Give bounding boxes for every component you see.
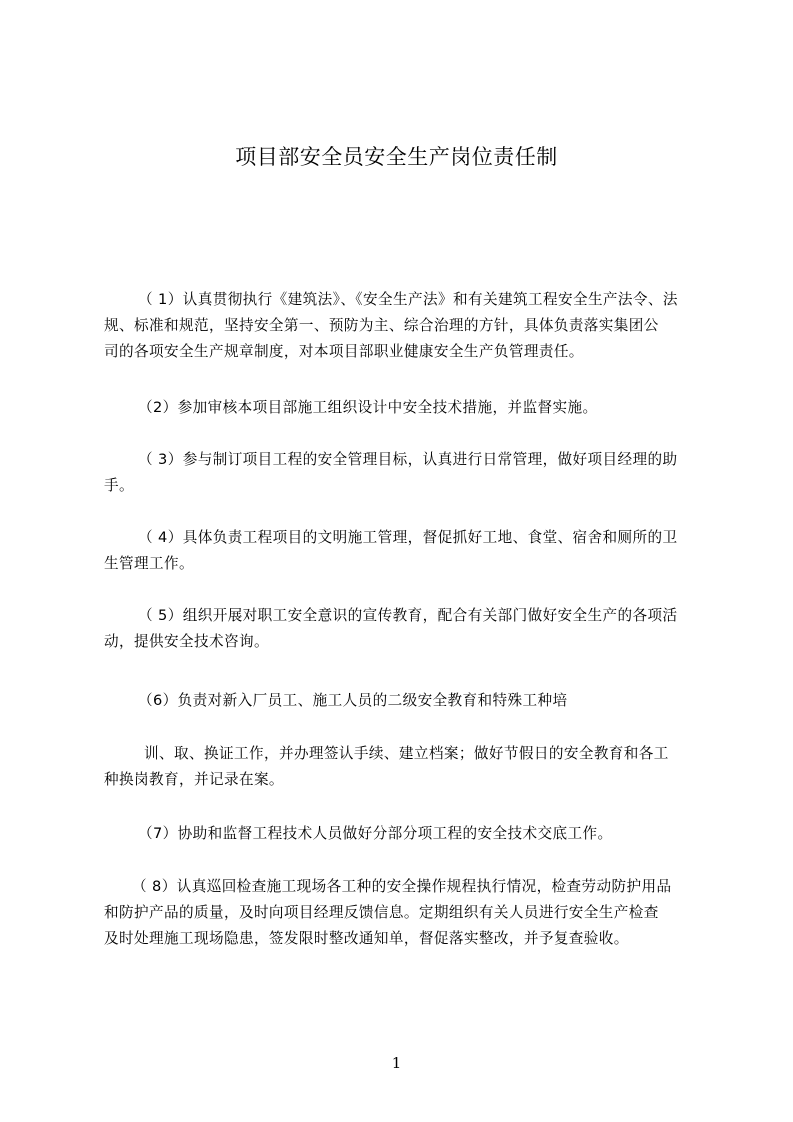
paragraph-6 [104,688,716,714]
paragraph-9 [104,874,716,952]
paragraph-2 [104,395,716,421]
paragraph-line: 规、标准和规范，坚持安全第一、预防为主、综合治理的方针，具体负责落实集团公 [104,317,659,334]
paragraph-line: 司的各项安全生产规章制度，对本项目部职业健康安全生产负管理责任。 [104,343,584,360]
paragraph-line: 动，提供安全技术咨询。 [104,633,269,650]
paragraph-line: 训、取、换证工作，并办理签认手续、建立档案；做好节假日的安全教育和各工 [144,745,669,762]
paragraph-line: （6）负责对新入厂员工、施工人员的二级安全教育和特殊工种培 [138,692,568,709]
paragraph-line: （ 4）具体负责工程项目的文明施工管理，督促抓好工地、食堂、宿舍和厕所的卫 [138,529,678,546]
paragraph-line: 和防护产品的质量，及时向项目经理反馈信息。定期组织有关人员进行安全生产检查 [104,904,659,921]
paragraph-line: 及时处理施工现场隐患，签发限时整改通知单，督促落实整改，并予复查验收。 [104,930,629,947]
paragraph-line: （7）协助和监督工程技术人员做好分部分项工程的安全技术交底工作。 [138,825,613,842]
document-title: 项目部安全员安全生产岗位责任制 [235,145,558,169]
paragraph-5 [104,603,716,655]
paragraph-4 [104,525,716,577]
paragraph-line: （ 3）参与制订项目工程的安全管理目标，认真进行日常管理，做好项目经理的助 [138,451,678,468]
paragraph-line: 手。 [104,477,134,494]
paragraph-line: （2）参加审核本项目部施工组织设计中安全技术措施，并监督实施。 [138,399,598,416]
paragraph-line: （ 8）认真巡回检查施工现场各工种的安全操作规程执行情况，检查劳动防护用品 [132,878,672,895]
paragraph-line: （ 5）组织开展对职工安全意识的宣传教育，配合有关部门做好安全生产的各项活 [138,607,678,624]
paragraph-8 [104,821,716,847]
page-number: 1 [391,1054,402,1072]
paragraph-1 [104,287,716,365]
paragraph-line: （ 1）认真贯彻执行《建筑法》、《安全生产法》和有关建筑工程安全生产法令、法 [138,291,678,308]
paragraph-line: 种换岗教育，并记录在案。 [104,771,284,788]
paragraph-3 [104,447,716,499]
paragraph-7 [104,741,716,793]
paragraph-line: 生管理工作。 [104,555,194,572]
